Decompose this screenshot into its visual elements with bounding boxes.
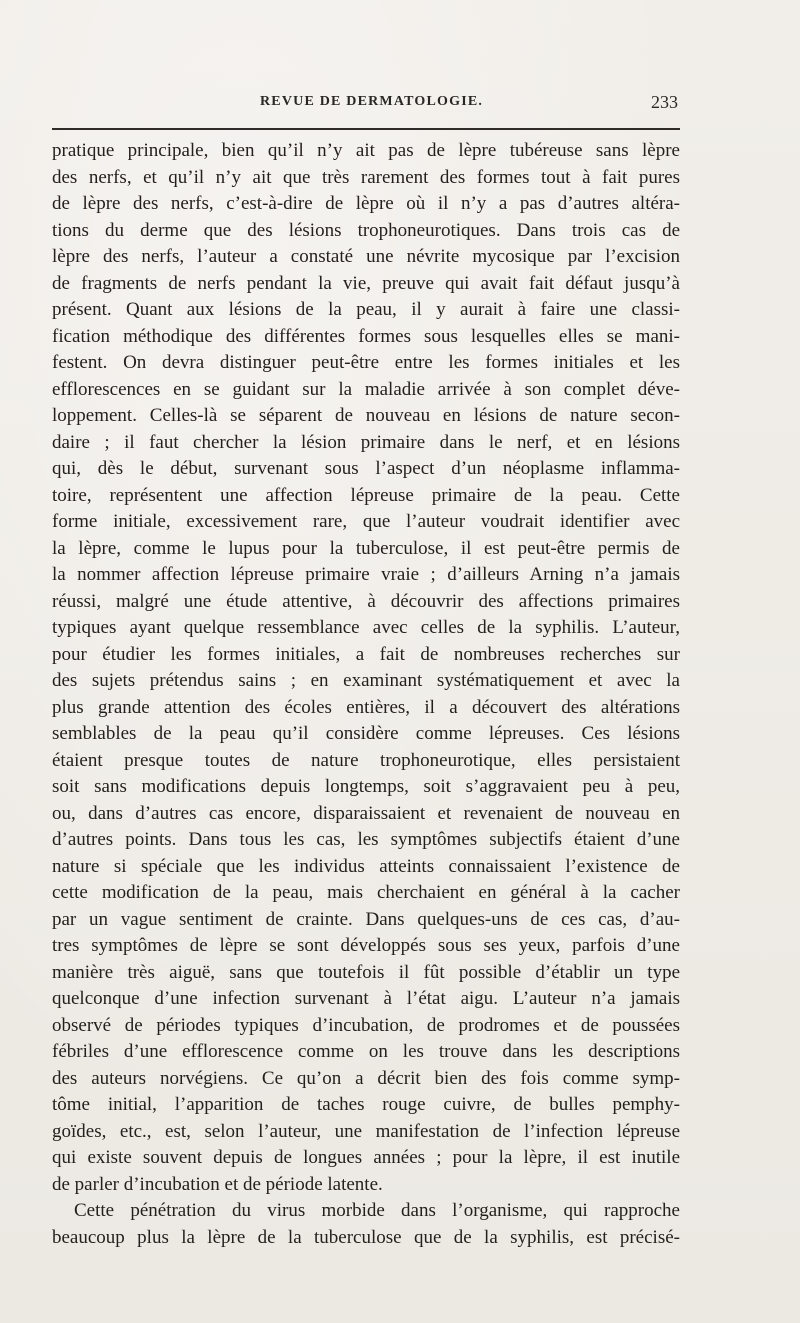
text-line: toire, représentent une affection lépreuse primaire de la peau. Cette bbox=[52, 484, 680, 506]
header-rule bbox=[52, 128, 680, 130]
text-line: qui existe souvent depuis de longues années ; pour la lèpre, il est inutile bbox=[52, 1147, 680, 1168]
text-line: lèpre des nerfs, l’auteur a constaté une névrite mycosique par l’excision bbox=[52, 246, 680, 267]
text-line: daire ; il faut chercher la lésion primaire dans le nerf, et en lésions bbox=[52, 431, 680, 453]
body-text bbox=[52, 138, 680, 1251]
text-line: étaient presque toutes de nature trophoneurotique, elles persistaient bbox=[52, 749, 680, 771]
text-line: des sujets prétendus sains ; en examinant systématiquement et avec la bbox=[52, 670, 680, 691]
text-line: soit sans modifications depuis longtemps, soit s’aggravaient peu à peu, bbox=[52, 776, 680, 797]
text-line: de lèpre des nerfs, c’est-à-dire de lèpre où il n’y a pas d’autres altéra- bbox=[52, 193, 680, 214]
text-line: pratique principale, bien qu’il n’y ait pas de lèpre tubéreuse sans lèpre bbox=[52, 140, 680, 161]
text-line: des auteurs norvégiens. Ce qu’on a décrit bien des fois comme symp- bbox=[52, 1067, 680, 1089]
text-line: d’autres points. Dans tous les cas, les symptômes subjectifs étaient d’une bbox=[52, 829, 680, 850]
text-line: manière très aiguë, sans que toutefois il fût possible d’établir un type bbox=[52, 961, 680, 983]
text-line: qui, dès le début, survenant sous l’aspect d’un néoplasme inflamma- bbox=[52, 458, 680, 479]
text-line: beaucoup plus la lèpre de la tuberculose que de la syphilis, est précisé- bbox=[52, 1226, 680, 1248]
text-line: tres symptômes de lèpre se sont développés sous ses yeux, parfois d’une bbox=[52, 935, 680, 956]
text-line: présent. Quant aux lésions de la peau, il y aurait à faire une classi- bbox=[52, 299, 680, 320]
text-line: plus grande attention des écoles entières, il a découvert des altérations bbox=[52, 696, 680, 718]
text-line: des nerfs, et qu’il n’y ait que très rarement des formes tout à fait pures bbox=[52, 166, 680, 188]
text-line: de fragments de nerfs pendant la vie, preuve qui avait fait défaut jusqu’à bbox=[52, 272, 680, 294]
text-line: observé de périodes typiques d’incubation, de prodromes et de poussées bbox=[52, 1014, 680, 1036]
text-line: tions du derme que des lésions trophoneurotiques. Dans trois cas de bbox=[52, 219, 680, 241]
paragraph bbox=[52, 138, 680, 1198]
page-header bbox=[52, 92, 680, 116]
text-line: semblables de la peau qu’il considère comme lépreuses. Ces lésions bbox=[52, 723, 680, 744]
text-line: réussi, malgré une étude attentive, à découvrir des affections primaires bbox=[52, 590, 680, 612]
text-line: quelconque d’une infection survenant à l’état aigu. L’auteur n’a jamais bbox=[52, 988, 680, 1009]
text-line: loppement. Celles-là se séparent de nouveau en lésions de nature secon- bbox=[52, 405, 680, 426]
text-line: fébriles d’une efflorescence comme on les trouve dans les descriptions bbox=[52, 1041, 680, 1062]
text-line: tôme initial, l’apparition de taches rouge cuivre, de bulles pemphy- bbox=[52, 1094, 680, 1115]
page-number: 233 bbox=[651, 92, 678, 112]
text-line: ou, dans d’autres cas encore, disparaissaient et revenaient de nouveau en bbox=[52, 802, 680, 824]
text-line: nature si spéciale que les individus atteints connaissaient l’existence de bbox=[52, 855, 680, 877]
text-line: la lèpre, comme le lupus pour la tuberculose, il est peut-être permis de bbox=[52, 537, 680, 559]
text-line: de parler d’incubation et de période latente. bbox=[52, 1173, 383, 1195]
text-line: typiques ayant quelque ressemblance avec celles de la syphilis. L’auteur, bbox=[52, 617, 680, 638]
text-line: Cette pénétration du virus morbide dans l’organisme, qui rapproche bbox=[74, 1200, 680, 1221]
text-line: pour étudier les formes initiales, a fait de nombreuses recherches sur bbox=[52, 643, 680, 665]
text-line: festent. On devra distinguer peut-être entre les formes initiales et les bbox=[52, 352, 680, 373]
text-line: fication méthodique des différentes formes sous lesquelles elles se mani- bbox=[52, 325, 680, 347]
text-line: goïdes, etc., est, selon l’auteur, une manifestation de l’infection lépreuse bbox=[52, 1120, 680, 1142]
text-line: la nommer affection lépreuse primaire vraie ; d’ailleurs Arning n’a jamais bbox=[52, 564, 680, 585]
running-title: REVUE DE DERMATOLOGIE. bbox=[260, 94, 484, 109]
text-line: par un vague sentiment de crainte. Dans quelques-uns de ces cas, d’au- bbox=[52, 908, 680, 930]
text-line: forme initiale, excessivement rare, que l’auteur voudrait identifier avec bbox=[52, 511, 680, 532]
paragraph bbox=[52, 1198, 680, 1251]
text-line: cette modification de la peau, mais cherchaient en général à la cacher bbox=[52, 882, 680, 903]
text-line: efflorescences en se guidant sur la maladie arrivée à son complet déve- bbox=[52, 378, 680, 400]
